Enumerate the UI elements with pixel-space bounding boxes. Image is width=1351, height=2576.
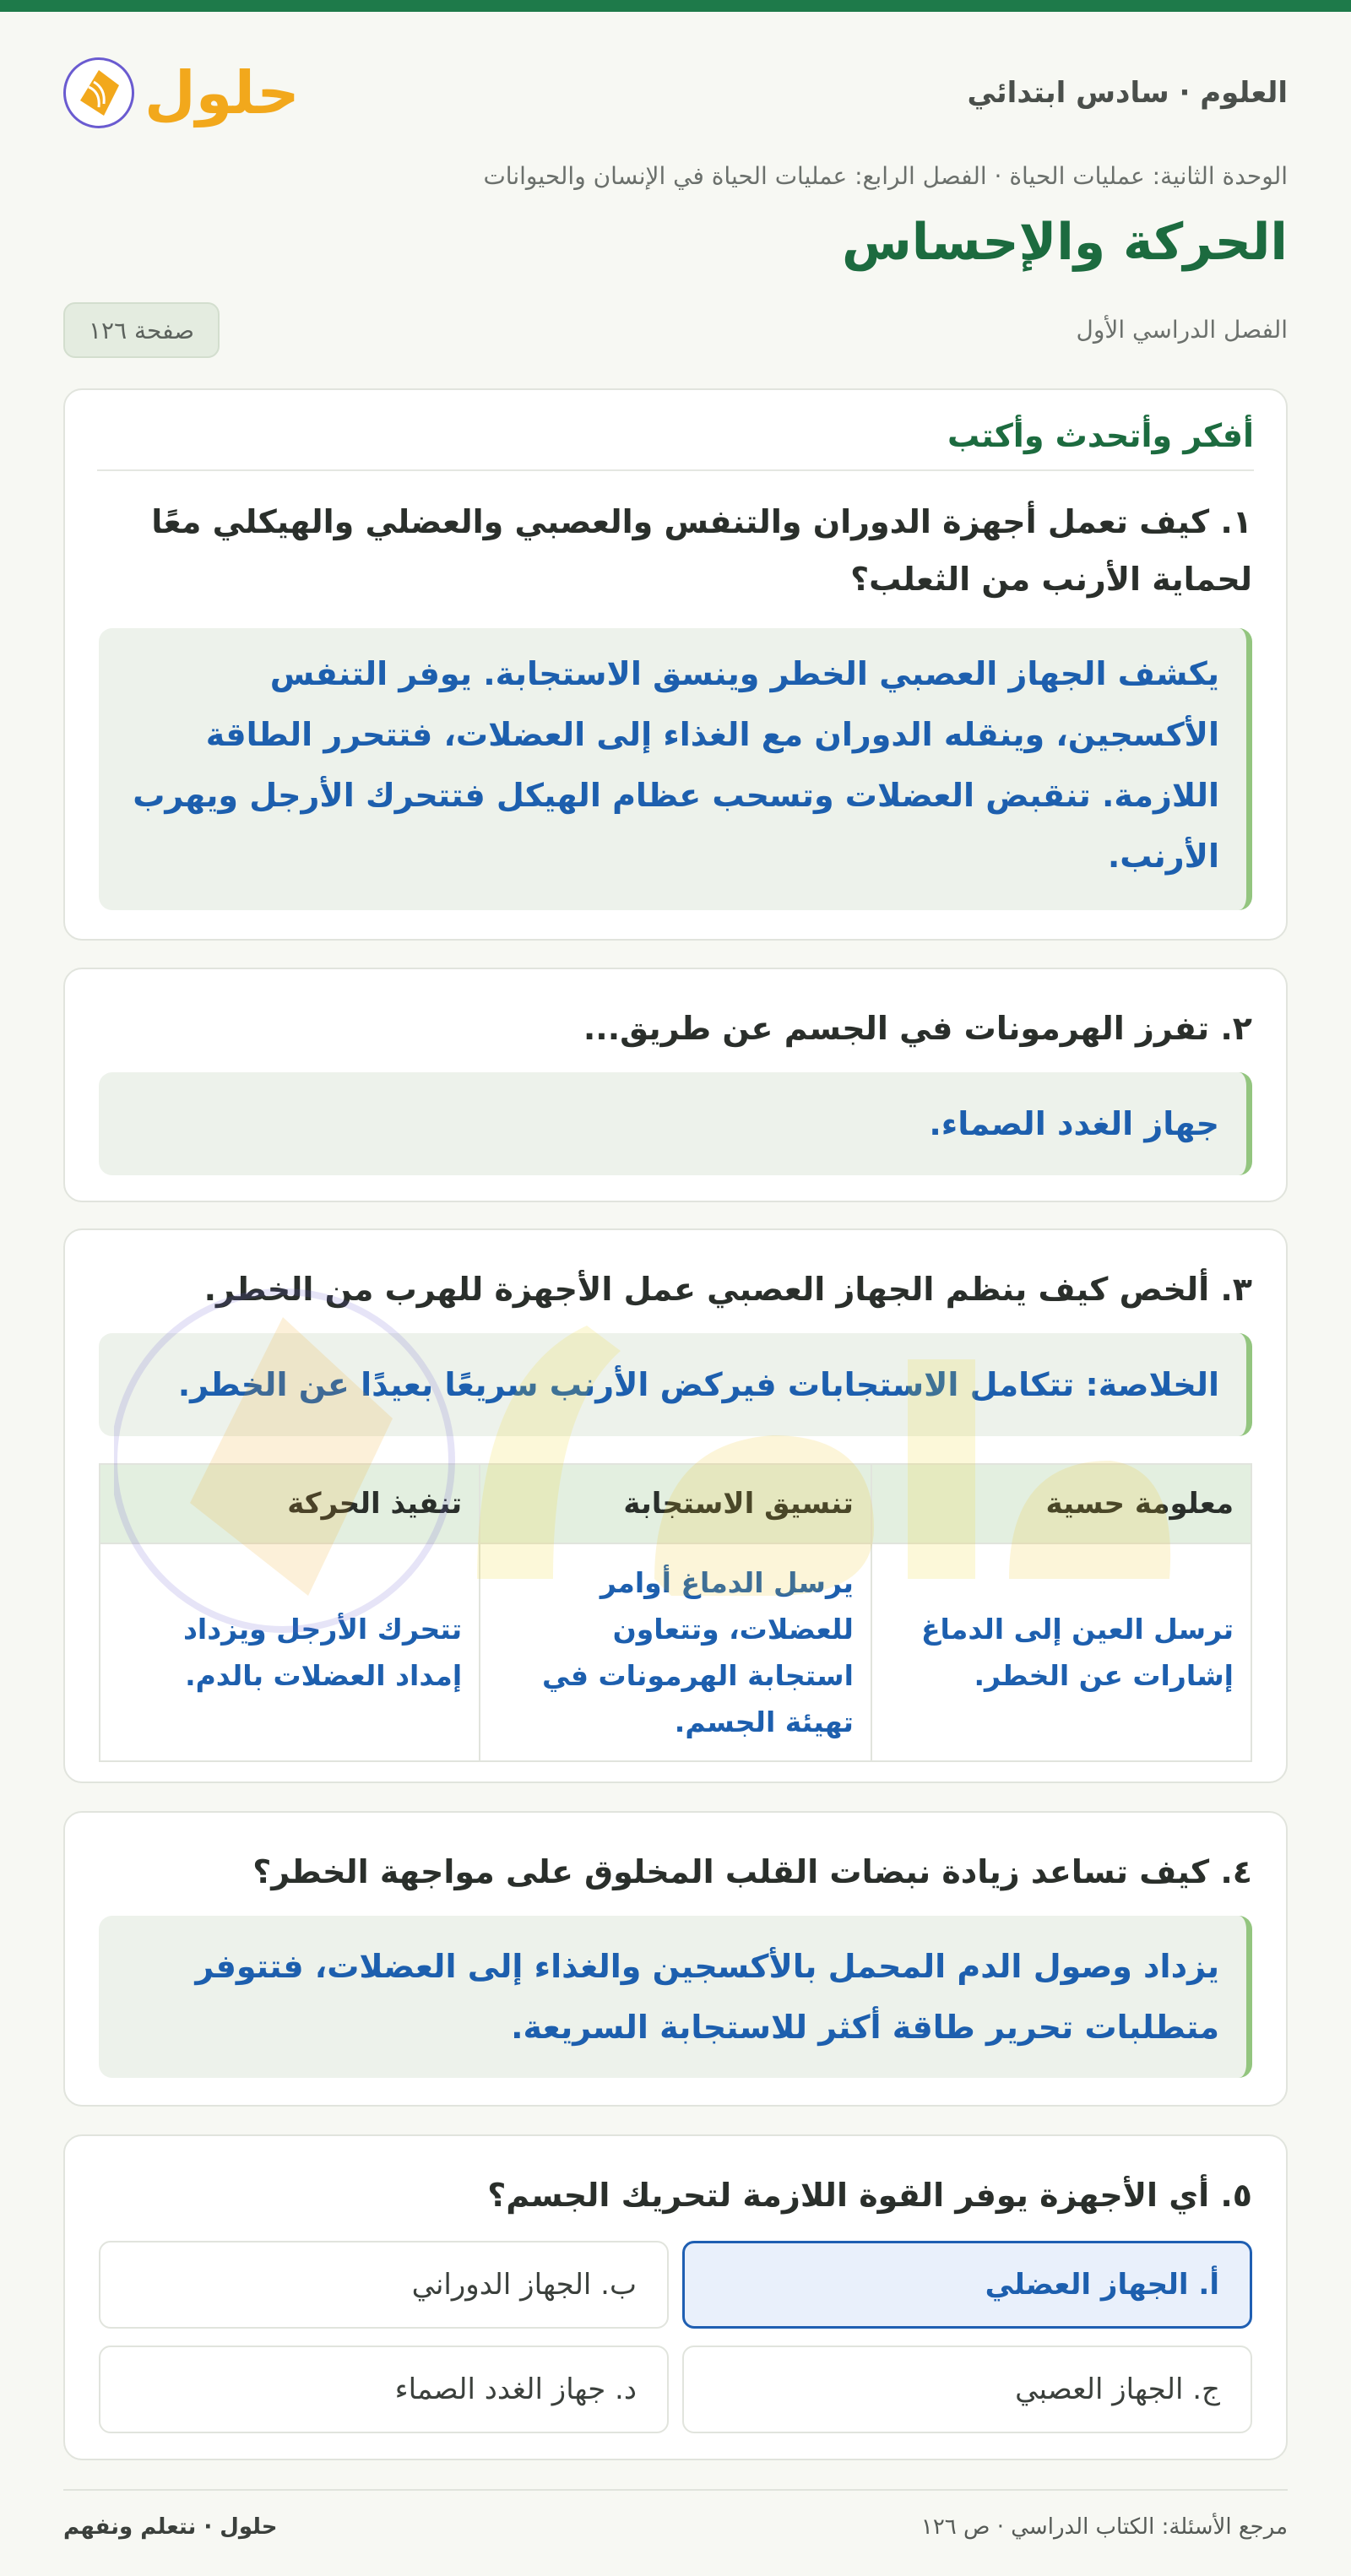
answer-4-box [99,1916,1252,2078]
option-d[interactable] [99,2346,669,2433]
table-row [100,1543,1251,1761]
footer-reference: مرجع الأسئلة: الكتاب الدراسي · ص ١٢٦ [920,2514,1288,2540]
table-header: تنسيق الاستجابة [480,1464,871,1543]
footer-brand: حلول · نتعلم ونفهم [63,2514,278,2540]
question-3-text: ٣. ألخص كيف ينظم الجهاز العصبي عمل الأجهزة للهرب من الخطر. [203,1271,1252,1308]
answer-4-text: يزداد وصول الدم المحمل بالأكسجين والغذاء إلى العضلات، فتتوفر متطلبات تحرير طاقة أكثر للاستجابة السريعة. [195,1948,1219,2046]
question-4-text: ٤. كيف تساعد زيادة نبضات القلب المخلوق على مواجهة الخطر؟ [252,1853,1252,1890]
table-cell: ترسل العين إلى الدماغ إشارات عن الخطر. [871,1543,1251,1761]
question-card-1 [63,388,1288,941]
answer-2-box [99,1072,1252,1175]
question-card-4 [63,1811,1288,2107]
breadcrumb: الوحدة الثانية: عمليات الحياة · الفصل الرابع: عمليات الحياة في الإنسان والحيوانات [483,162,1288,190]
option-label: ب. الجهاز الدوراني [411,2268,637,2302]
top-accent-bar [0,0,1351,12]
page-number-badge: صفحة ١٢٦ [63,302,220,358]
question-1-text: ١. كيف تعمل أجهزة الدوران والتنفس والعصبي والعضلي والهيكلي معًا لحماية الأرنب من الثعلب؟ [151,503,1252,598]
table-header-row [100,1464,1251,1543]
answer-1-text: يكشف الجهاز العصبي الخطر وينسق الاستجابة. يوفر التنفس الأكسجين، وينقله الدوران مع الغذاء إلى العضلات، فتتحرر الطاقة اللازمة. تنقبض العضلات وتسحب عظام الهيكل فتتحرك الأرجل ويهرب الأرنب. [133,655,1219,875]
term-label: الفصل الدراسي الأول [1076,316,1288,344]
option-c[interactable] [682,2346,1252,2433]
hulul-logo[interactable] [63,57,300,128]
table-cell: تتحرك الأرجل ويزداد إمداد العضلات بالدم. [100,1543,480,1761]
page-header [63,52,1288,133]
response-table [99,1463,1252,1762]
option-label: د. جهاز الغدد الصماء [394,2373,637,2406]
section-title: أفكر وأتحدث وأكتب [97,417,1254,471]
summary-text: الخلاصة: تتكامل الاستجابات فيركض الأرنب سريعًا بعيدًا عن الخطر. [177,1366,1219,1403]
logo-wordmark: حلول [144,58,300,127]
question-card-2 [63,968,1288,1202]
subject-title: العلوم · سادس ابتدائي [967,76,1288,110]
book-icon [63,57,134,128]
option-label: أ. الجهاز العضلي [985,2268,1219,2302]
answer-1-box [99,628,1252,910]
option-label: ج. الجهاز العصبي [1015,2373,1220,2406]
table-header: معلومة حسية [871,1464,1251,1543]
question-2-text: ٢. تفرز الهرمونات في الجسم عن طريق... [583,1010,1252,1047]
question-card-3 [63,1228,1288,1783]
footer-divider [63,2489,1288,2491]
answer-2-text: جهاز الغدد الصماء. [929,1105,1219,1142]
summary-box [99,1333,1252,1436]
option-b[interactable] [99,2241,669,2329]
question-card-5 [63,2134,1288,2460]
question-5-text: ٥. أي الأجهزة يوفر القوة اللازمة لتحريك الجسم؟ [487,2177,1252,2214]
page-title: الحركة والإحساس [842,213,1288,272]
table-header: تنفيذ الحركة [100,1464,480,1543]
table-cell: يرسل الدماغ أوامر للعضلات، وتتعاون استجابة الهرمونات في تهيئة الجسم. [480,1543,871,1761]
option-a-selected[interactable] [682,2241,1252,2329]
